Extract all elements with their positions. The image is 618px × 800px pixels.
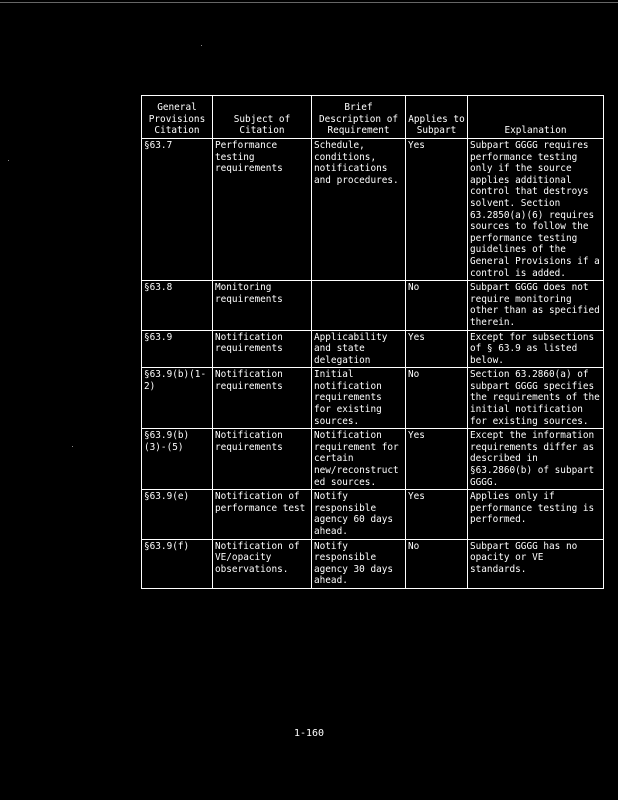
table-header-row (142, 96, 604, 139)
cell-explanation: Section 63.2860(a) of subpart GGGG specifies the requirements of the initial notification for existing sources. (468, 368, 604, 429)
cell-citation: §63.9(b)(3)-(5) (142, 429, 213, 490)
scan-speck (72, 446, 73, 447)
cell-explanation: Subpart GGGG requires performance testing only if the source applies additional control that destroys solvent. Section 63.2850(a)(6) requires sources to follow the performance testing guidelines of the General Provisions if a control is added. (468, 139, 604, 281)
cell-applies: Yes (406, 139, 468, 281)
cell-applies: No (406, 281, 468, 330)
scan-edge-line (0, 2, 618, 3)
table-row (142, 139, 604, 281)
header-citation: General Provisions Citation (142, 96, 213, 139)
table-row (142, 281, 604, 330)
cell-explanation: Subpart GGGG does not require monitoring other than as specified therein. (468, 281, 604, 330)
cell-subject: Performance testing requirements (213, 139, 312, 281)
cell-subject: Notification requirements (213, 368, 312, 429)
cell-citation: §63.9(b)(1-2) (142, 368, 213, 429)
cell-applies: No (406, 539, 468, 588)
cell-explanation: Except the information requirements differ as described in §63.2860(b) of subpart GGGG. (468, 429, 604, 490)
cell-citation: §63.9(e) (142, 490, 213, 539)
header-applies: Applies to Subpart (406, 96, 468, 139)
cell-description (312, 281, 406, 330)
header-description: Brief Description of Requirement (312, 96, 406, 139)
cell-applies: Yes (406, 429, 468, 490)
cell-explanation: Subpart GGGG has no opacity or VE standards. (468, 539, 604, 588)
cell-applies: Yes (406, 330, 468, 368)
cell-citation: §63.9(f) (142, 539, 213, 588)
cell-subject: Notification of performance test (213, 490, 312, 539)
scan-speck (8, 160, 9, 161)
table-row (142, 539, 604, 588)
header-subject: Subject of Citation (213, 96, 312, 139)
page-number: 1-160 (293, 728, 325, 739)
cell-citation: §63.9 (142, 330, 213, 368)
table-row (142, 368, 604, 429)
cell-citation: §63.8 (142, 281, 213, 330)
cell-description: Schedule, conditions, notifications and procedures. (312, 139, 406, 281)
cell-explanation: Applies only if performance testing is performed. (468, 490, 604, 539)
cell-applies: Yes (406, 490, 468, 539)
cell-applies: No (406, 368, 468, 429)
cell-description: Notification requirement for certain new/reconstructed sources. (312, 429, 406, 490)
header-explanation: Explanation (468, 96, 604, 139)
cell-subject: Notification requirements (213, 330, 312, 368)
general-provisions-table (141, 95, 604, 589)
cell-description: Notify responsible agency 30 days ahead. (312, 539, 406, 588)
cell-description: Applicability and state delegation (312, 330, 406, 368)
cell-description: Notify responsible agency 60 days ahead. (312, 490, 406, 539)
cell-subject: Monitoring requirements (213, 281, 312, 330)
cell-subject: Notification of VE/opacity observations. (213, 539, 312, 588)
scan-speck (201, 45, 202, 46)
cell-citation: §63.7 (142, 139, 213, 281)
table-row (142, 429, 604, 490)
table-row (142, 490, 604, 539)
table-row (142, 330, 604, 368)
cell-subject: Notification requirements (213, 429, 312, 490)
cell-explanation: Except for subsections of § 63.9 as listed below. (468, 330, 604, 368)
cell-description: Initial notification requirements for existing sources. (312, 368, 406, 429)
